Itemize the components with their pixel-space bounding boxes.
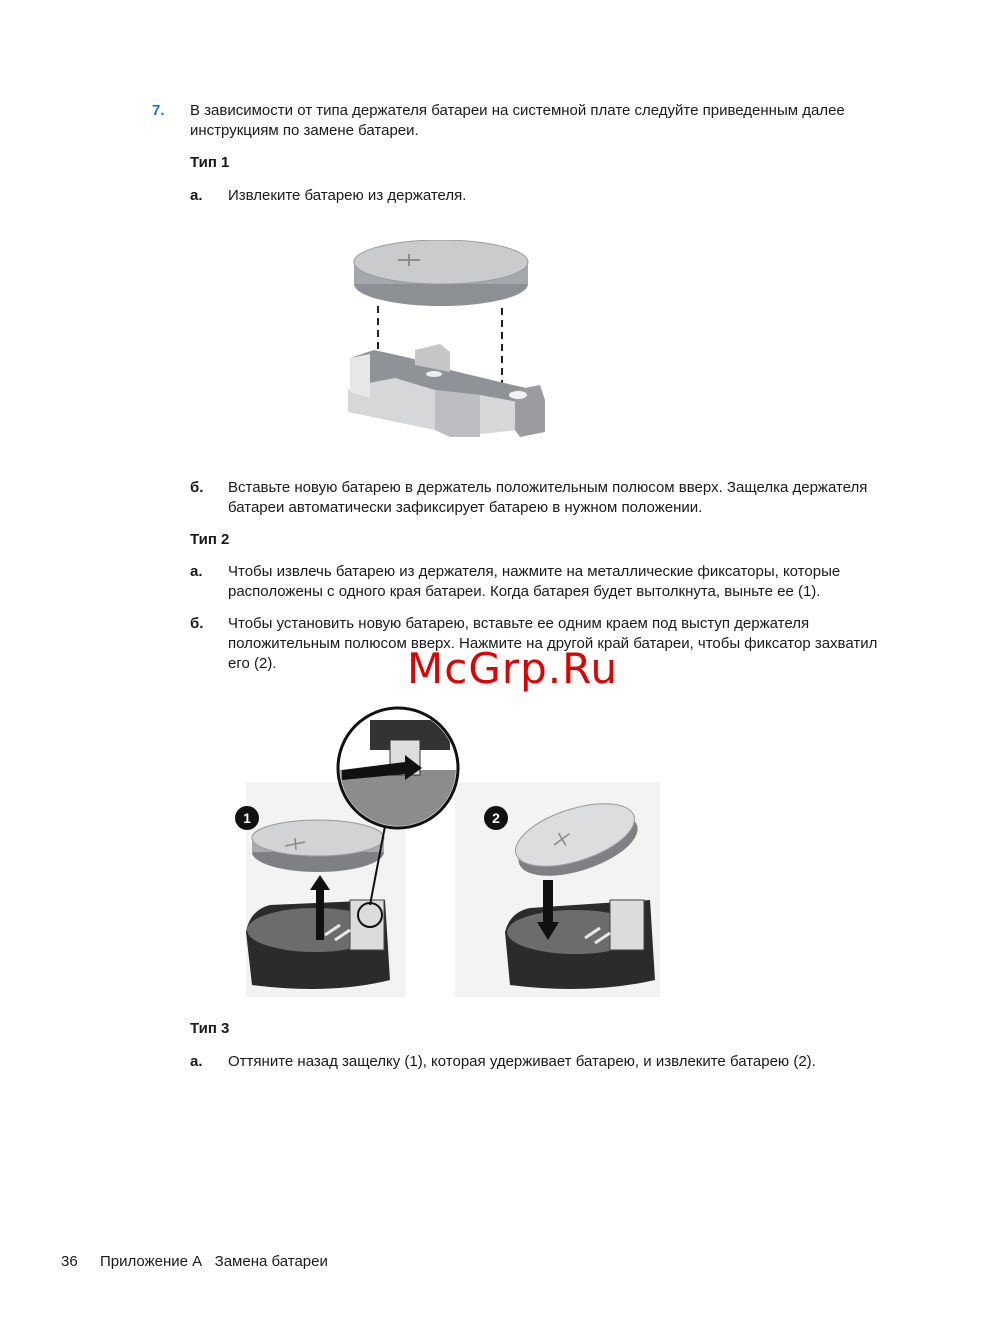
type2-a-text	[228, 562, 948, 602]
holder-front	[435, 390, 480, 437]
battery-top	[354, 240, 528, 284]
text-line: положительным полюсом вверх. Нажмите на другой край батареи, чтобы фиксатор захватил	[228, 635, 878, 652]
step-text-line: инструкциям по замене батареи.	[190, 122, 419, 139]
holder-wall-left	[350, 354, 370, 398]
type1-heading: Тип 1	[190, 154, 230, 171]
text-line: Чтобы извлечь батарею из держателя, нажмите на металлические фиксаторы, которые	[228, 563, 841, 580]
text-line: Чтобы установить новую батарею, вставьте ее одним краем под выступ держателя	[228, 615, 810, 632]
callout-2-label: 2	[492, 810, 500, 826]
type2-heading: Тип 2	[190, 531, 230, 548]
type3-a-text: Оттяните назад защелку (1), которая удерживает батарею, и извлеките батарею (2).	[228, 1053, 816, 1070]
page-number: 36	[61, 1253, 78, 1270]
text-line: Вставьте новую батарею в держатель положительным полюсом вверх. Защелка держателя	[228, 479, 868, 496]
footer-section: Приложение А Замена батареи	[100, 1253, 328, 1270]
type1-b-label: б.	[190, 479, 204, 496]
callout-1-label: 1	[243, 810, 251, 826]
holder-hole	[426, 371, 442, 377]
type1-b-text	[228, 478, 948, 518]
watermark: McGrp.Ru	[407, 644, 619, 693]
type2-a-label: а.	[190, 563, 203, 580]
holder-clip	[610, 900, 644, 950]
text-line: расположены с одного края батареи. Когда батарея будет вытолкнута, выньте ее (1).	[228, 583, 821, 600]
step-number: 7.	[152, 102, 165, 119]
type1-a-text: Извлеките батарею из держателя.	[228, 187, 467, 204]
type2-b-label: б.	[190, 615, 204, 632]
battery-top	[252, 820, 384, 856]
step-text	[190, 101, 950, 141]
battery-replace-illustration	[230, 700, 670, 1005]
type3-heading: Тип 3	[190, 1020, 230, 1037]
holder-hole	[509, 391, 527, 399]
text-line: его (2).	[228, 655, 277, 672]
battery-holder-illustration	[330, 240, 570, 445]
figure-type2-battery-replace	[230, 700, 670, 1005]
type1-a-label: а.	[190, 187, 203, 204]
step-text-line: В зависимости от типа держателя батареи на системной плате следуйте приведенным далее	[190, 102, 845, 119]
figure-type1-battery-holder	[330, 240, 570, 445]
type3-a-label: а.	[190, 1053, 203, 1070]
text-line: батареи автоматически зафиксирует батарею в нужном положении.	[228, 499, 703, 516]
